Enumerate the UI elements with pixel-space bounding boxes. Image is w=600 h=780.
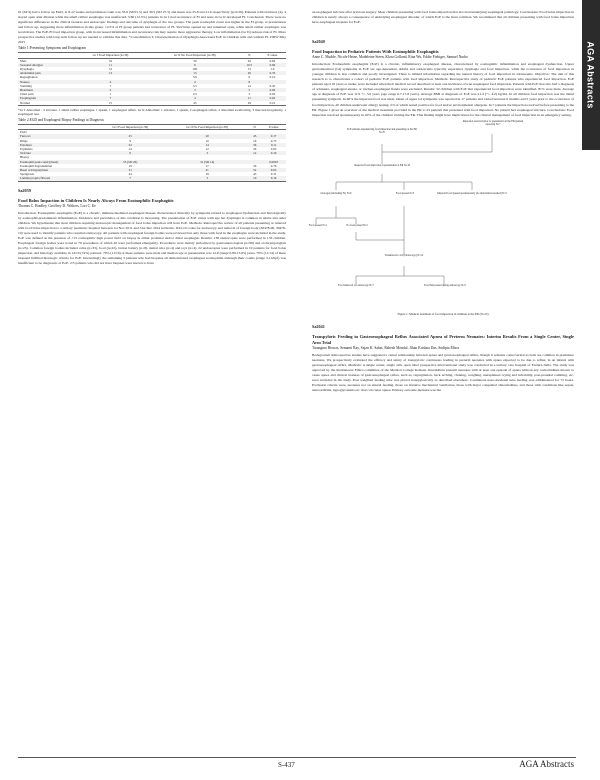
table-cell: 10 <box>205 138 209 143</box>
flow-node-7: No food passed N=5 <box>346 223 368 227</box>
table-cell: 10 <box>248 176 261 181</box>
table1 <box>18 52 286 105</box>
table-cell: 8 <box>240 80 259 84</box>
table-cell: Stricture <box>18 151 94 155</box>
table-cell: 45 <box>248 134 261 138</box>
table-cell: Nausea <box>18 80 71 84</box>
table2 <box>18 124 286 182</box>
table-cell: 1 <box>109 92 112 97</box>
table-cell: 13 <box>150 71 240 75</box>
table-cell: 14 <box>166 143 248 147</box>
table-cell: 0.06 <box>259 88 286 92</box>
table-cell: Spongiosis <box>20 172 34 177</box>
table-cell: 0.10 <box>261 151 286 155</box>
table-cell: Lamina propria fibrosis <box>18 176 94 181</box>
abstract-title: Transpyloric Feeding in Gastroesophageal Reflux Associated Apnea of Preterm Neonates: Interim Results From a Single Center, Single Arm Trial <box>312 333 574 345</box>
flow-node-3: Suspected food impaction at presentation at ER N=18 <box>354 163 410 167</box>
table-cell: 0.33 <box>259 71 286 75</box>
left-column <box>18 10 286 266</box>
table-cell: 15 <box>71 101 150 106</box>
abstract-authors: Thomas C. Bradley, Geoffrey D. Withers, Lori C. Ee <box>18 203 96 208</box>
table-cell: 32 <box>108 58 113 63</box>
table-header-cell: Gr I Food Impaction (n=39) <box>71 53 150 58</box>
table-cell: 11 <box>240 96 259 100</box>
side-tab <box>582 0 600 150</box>
table-cell: 20 <box>166 134 248 138</box>
table-cell: 0.11 <box>261 143 286 147</box>
abstract-body: Introduction: Eosinophilic esophagitis (EoE) is a chronic, immune-mediated esophageal disease characterized clinically by symptoms related to esophageal dysfunction and histologically by eosinophil-predominant inflammation. Incidence and prevalence of this condition is increasing. The presentation of EoE varies with age but dysphagia is common in adults and older children. We hypothesise that most children requiring endoscopic management of food bolus impaction will have EoE. Methods: Retrospective review of all patients presenting or referred with food bolus impaction to a tertiary paediatric hospital between 1st Nov 2011 and 31st Dec 2014 inclusive. ICD-10 codes for endoscopy and removal of foreign body (30478-00, 30478-10) were used to identify patients who required endoscopy. All patients with esophageal foreign bodies were reviewed but only those with food in the esophagus were included in the study. EoE was defined as the presence of ≥15 eosinophils/ high power field on biopsy in either proximal and/or distal esophagus. Results: 138 endoscopies were performed in 133 children. Esophageal foreign bodies were noted in 70 procedures of which 26 were performed emergently. Procedures were mainly performed by gastroenterologists (n=90) and otolaryngologists (n=23). Common foreign bodies included coins (n=33), food (n=22), button battery (n=8), dental wire (n=4) and toys (n=4). 22 endoscopies were performed in 19 patients for food bolus impaction, and histology available in 14/19 (74%) patients. 79% (11/19) of these patients were male and median age at presentation was 12.0 (range 0.89-15.05) years. 79% (11/14) of these biopsied fulfilled histologic criteria for EoE. Interestingly the remaining 3 patients who had biopsies all demonstrated esophageal eosinophilia although their counts (range 3-14/hpf) was insufficient to be diagnostic of EoE. 2/5 patients who did not have biopsies were known to have <box>18 210 286 266</box>
abstract-body: Introduction: Eosinophilic esophagitis (EoE) is a chronic, inflammatory esophageal disease, characterized by eosinophilic inflammation and esophageal dysfunction. Upper gastrointestinal (GI) symptoms in EoE are age-dependent. Adults and adolescents typically experience dysphagia and food impaction, while the occurrence of food impaction in younger children is less common and poorly investigated. There is limited information regarding the natural history of food impaction in adolescents. Objective: The aim of this research is to characterize a cohort of pediatric EoE patients with food impaction. Methods: Retrospective study of pediatric EoE patients who experienced food impaction. EoE patients aged 18 years or under, were included when their medical record described at least one incidence of true esophageal food impaction. Patients with EoE that also had a diagnosis of achalasia, esophageal atresia, or tracheo-esophageal fistula were excluded. Results: 32 children with EoE that experienced food impaction were identified. 81% were male. Average age at diagnosis of EoE was 11.9 +/- 3.0 years (age range 6.7-17.8 years). Average BMI at diagnosis of EoE was 21.4 (+/- 4.2) kg/m2. In all children food impaction was the initial presenting symptom. In 66% the impacted food was meat. Onset of upper GI symptoms was reported in 17 patients and varied between 0 months and 5 years prior to the occurrence of food impaction. 20 children underwent allergy testing, 2/3 of which tested positive for food and/or environmental allergens. In 7 patients the impaction resolved before presenting to the ER. Figure 1 gives an overview of the medical treatment provided in the ER to 25 patients that presented with food impaction. No patient had esophageal stricture. Conclusions: Food impaction resolved spontaneously in 40% of the children visiting the ER. This finding might have implications for the clinical management of food impaction in an emergency setting. <box>312 62 574 117</box>
footer-rule <box>18 757 576 758</box>
flow-node-4: Glucagon (including IV) N=6 <box>320 191 352 195</box>
table-cell: Male <box>20 58 27 63</box>
table-cell: 0.69 <box>259 63 286 67</box>
table-cell: 7 <box>109 83 112 88</box>
table-cell: Vomiting <box>20 83 32 88</box>
flow-node-9: Transferred to GI (Endoscopy) N=12 <box>384 253 424 257</box>
table-cell: 1.0 <box>270 66 275 71</box>
running-title: AGA Abstracts <box>519 759 574 769</box>
table-cell: 3 <box>248 92 251 97</box>
table-cell: Biopsy <box>20 155 30 160</box>
table-cell: 31 <box>94 168 166 172</box>
abstract-body: Background: Retrospective studies have suggested a causal relationship between apnea and gastroesophageal reflux, though it remains controversial as both are common in premature neonates. We prospectively evaluated the efficacy and safety of transpyloric continuous feeding in preterm neonates with apnea expected to be due to reflux, in an infants with gastroesophageal reflux. Methods: A single center, single arm, open label prospective interventional study was conducted in a tertiary care hospital of Eastern India. The study was approved by the Institutional Ethics committee of the Medical College Kolkata. Intermittent preterm neonates with at least one episode of apnea without any comorbidities known to cause apnea and clinical features of gastroesophageal reflux, such as, regurgitation, back arching, choking, coughing, unexplained crying and irritability, post-prandial vomiting, etc. were included in the study. Post weighted feeding tube was placed transpylorically as described elsewhere. Continuous naso-duodenal tube feeding was administered for 72 hours. Exclusion criteria were, neonates not on enteral feeding, those on invasive mechanical ventilation, those with major congenital abnormalities, and those with conditions like sepsis, neuroarthritis, hypoglycaemia etc. that can cause apnea. Primary outcome measure was the <box>312 352 574 392</box>
table-cell: Normal <box>18 101 71 106</box>
table-cell: 9 <box>94 151 166 155</box>
table-cell: 0.84 <box>269 58 276 63</box>
table-cell: 7 <box>94 176 166 181</box>
table-cell: 52 <box>248 168 261 172</box>
table-cell: 31 <box>247 66 251 71</box>
table-header-cell: P-value <box>259 53 286 58</box>
table2-caption: Table 2:EGD and Esophageal Biopsy Findings at Diagnosis <box>18 117 104 122</box>
table-cell: 0.03 <box>269 92 276 97</box>
table-cell: 29 <box>240 101 259 106</box>
table-cell: 0.17 <box>261 134 286 138</box>
table-cell: 13 <box>71 71 150 75</box>
figure-caption: Figure 1: Medical treatment of food impaction in children at the ER (N=25) <box>397 311 489 316</box>
table-cell: 0.03 <box>261 168 286 172</box>
table-cell: Chest pain <box>20 92 34 97</box>
table-cell: 5 <box>240 88 259 92</box>
flow-node-2: Impaction resolved prior to presentation at the ER (patient reported) N=7 <box>462 119 524 126</box>
table-cell: 25 <box>94 134 166 138</box>
table-cell: 19 <box>128 163 132 168</box>
abstract-authors: Tarangina Biswas, Semanti Ray, Sajan K. Sabat, Rakesh Mondal, Jihan Krishna Das, Sudipta Misra <box>312 345 460 350</box>
table-cell: 0.63 <box>270 146 277 151</box>
flowchart-figure <box>308 119 574 312</box>
table-cell: 31 (SD 14) <box>166 160 248 164</box>
table1-body <box>18 58 286 105</box>
table-cell: Seasonal allergies <box>18 63 71 67</box>
table-cell: Dysphagia <box>20 66 34 71</box>
abstract-id: Sa2040 <box>312 39 325 45</box>
table1-note: *Gr I Abnormal - 3 stricture, 1 small caliber esophagus, 1 spasm, 1 esophageal reflux. Gr II Abnormal: 1 stricture, 1 spasm, 2 esophageal reflux, 2 abnormal swallowing, 3 mucosal irregularity, 1 esophageal tear. <box>18 107 286 117</box>
table-cell: 0.45 <box>269 83 276 88</box>
table-cell: EGD <box>20 130 27 135</box>
page-number: S-437 <box>278 761 295 769</box>
table-cell: Exudates <box>18 143 94 147</box>
table-cell: 0.31 <box>270 172 277 177</box>
table-cell: 11 <box>71 63 150 67</box>
table-cell: Eosinophil peak count (mean) <box>18 160 94 164</box>
table-cell: Heartburn <box>18 88 71 92</box>
table-cell: 19 <box>253 138 257 143</box>
table-cell: 0.10 <box>269 75 276 80</box>
flow-node-8: Food passed N=3 <box>395 191 415 195</box>
table-cell: 14 <box>128 146 132 151</box>
table2-body <box>18 130 286 181</box>
table-cell: 45 <box>150 101 240 106</box>
flow-node-11: Food had passed during endoscopy N=5 <box>424 283 466 287</box>
table-header-cell: Gr I Food Impaction (n=39) <box>94 124 166 129</box>
abstract-title: Food Bolus Impaction in Children Is Nearly Always From Eosinophilic Esophagitis <box>18 197 174 203</box>
continued-abstract-text: 61 (64%) had a follow up EGD, at 8-12 weeks and prednison count was 33.9 (SD15.5) and 30.5 (SD 27.5) and mean was 25.8 and 21.6 respectively (p=0.59). Patients with strictures (4), 4 stayed open after dilation while the small caliber esophagus was unaffected. 5/60 (12.5%) patients in Gr I had recurrence of FI and none in Gr II developed FI. Conclusion: There were no significant differences in the clinical features and endoscopic findings and outcome of dysphagia of the two groups. The peak eosinophil count was higher in the FI group, at presentation and follow up, suggesting more inflammation in this group. 12.5% of FI group patients had recurrence of FI. Strictures opened up and remained open, while small caliber esophagus was recalcitrant. The EoE-FI food impaction group, with its increased inflammation and recurrence risk may require more aggressive therapy. Low inflammation (Gr II) reduces risk of FI. More prospective studies with long term follow up are needed to validate this data. *Consolidation T, Characterization of Dysphagia Associated EoE in Children with and without FI. DDW May 2015 <box>18 10 286 45</box>
table-cell: 16.5 <box>240 63 259 67</box>
table-row <box>18 101 286 106</box>
side-tab-label: AGA Abstracts <box>586 41 596 109</box>
table-cell: 3.6 <box>192 75 197 80</box>
table-cell: 43 <box>253 172 257 177</box>
abstract-id: Sa2041 <box>312 323 325 329</box>
table-cell: 0.62 <box>259 96 286 100</box>
table-cell: Erythema <box>20 146 33 151</box>
table-cell: 0.0003 <box>261 160 286 164</box>
table-cell: 2.5 <box>192 92 197 97</box>
abstract-title: Food Impaction in Pediatric Patients With Eosinophilic Esophagitis <box>312 49 439 55</box>
table-cell: 62 <box>247 58 251 63</box>
table-cell: 3.5 <box>192 83 197 88</box>
table-cell: 55 (SD 26) <box>94 160 166 164</box>
table-cell: 36 <box>248 143 261 147</box>
table-cell: 4 <box>71 80 150 84</box>
table-cell: Abdominal pain <box>18 71 71 75</box>
table-cell: 21 <box>166 168 248 172</box>
table-cell: 24 <box>128 172 132 177</box>
table-cell: 9 <box>129 138 131 143</box>
table-cell: 31 <box>108 66 113 71</box>
right-column <box>308 10 574 393</box>
table-cell: 12 <box>205 146 209 151</box>
table-cell: 12 <box>247 83 251 88</box>
flow-node-5: Impacted food passed spontaneously (no intervention needed) N=5 <box>437 191 507 195</box>
abstract-id: Sa2039 <box>18 187 31 193</box>
table-cell: 22 <box>94 143 166 147</box>
table-cell: Eosinophil degranulation <box>20 163 53 168</box>
flow-node-1: EoE patients experiencing food impaction and presenting at the ER N=25 <box>347 127 417 134</box>
table-cell: 26 <box>253 146 257 151</box>
table-cell: 3 <box>166 176 248 181</box>
table-cell: 4 <box>150 96 240 100</box>
table-cell: 3 <box>166 151 248 155</box>
table-cell: 0.10 <box>259 101 286 106</box>
table-header-cell: P-value <box>261 124 286 129</box>
table-cell: 0.16 <box>261 176 286 181</box>
table-row <box>18 176 286 181</box>
table-cell: 0.76 <box>270 163 277 168</box>
table-cell: Basal cell hyperplasia <box>18 168 94 172</box>
table-cell: 100 <box>192 66 198 71</box>
table-cell: 9 <box>150 63 240 67</box>
table-cell: 12 <box>248 151 261 155</box>
table-cell: Rings <box>20 138 28 143</box>
table-cell: 17 <box>205 163 209 168</box>
table1-caption: Table 1:Presenting Symptoms and Esophagram <box>18 46 87 51</box>
table-header-cell: N <box>248 124 261 129</box>
abstract-authors: Anne C. Mudde, Nicole Heine, Madeleine Steen, Klara Golland, Rina Wu, Eddie Fiebiger, Samuel Nurko <box>312 55 469 60</box>
table-cell: 0.73 <box>270 138 277 143</box>
flow-node-6: Food passed N=1 <box>308 223 328 227</box>
table-cell: 7 <box>71 96 150 100</box>
table-header-cell: Gr II No Food Impaction (n=38) <box>166 124 248 129</box>
table-header-cell: Gr II No Food Impaction (n=38) <box>150 53 240 58</box>
table-cell: 4 <box>150 80 240 84</box>
table-cell: Furrows <box>18 134 94 138</box>
table-cell: 19 <box>205 172 209 177</box>
table-cell: 3 <box>150 88 240 92</box>
table-cell: Regurgitation <box>20 75 38 80</box>
flow-node-10: Food removed via endoscopy N=7 <box>338 283 374 287</box>
table-cell: 2 <box>71 88 150 92</box>
continued-abstract-text: an esophageal stricture after previous surgery. Most children presenting with food bolus impaction that also had underlying esophageal pathology. Conclusions: Food bolus impaction in children is nearly always a consequence of underlying esophageal disorder, of which EoE is the most common. We recommend that all children presenting with food bolus impaction have esophageal biopsies for EoE. <box>312 10 574 25</box>
table-header-cell: N <box>240 53 259 58</box>
table-cell: 26 <box>240 71 259 75</box>
table-cell: 30 <box>193 58 197 63</box>
table-cell: 6 <box>248 75 251 80</box>
table-cell: Esophagram <box>18 96 71 100</box>
table-cell: 36 <box>253 163 257 168</box>
